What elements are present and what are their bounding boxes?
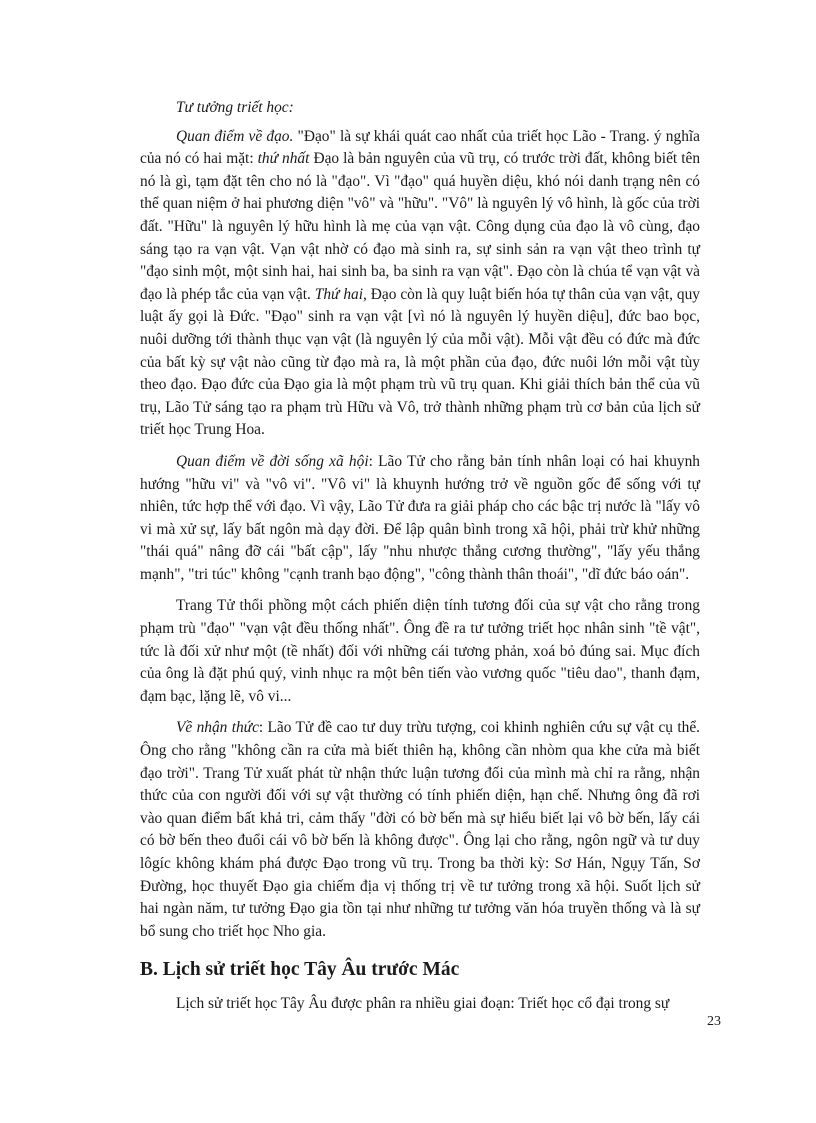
paragraph-text: : Lão Tử cho rằng bản tính nhân loại có hai khuynh hướng "hữu vi" và "vô vi". "Vô vi" là khuynh hướng trở về nguồn gốc để sống với tự nhiên, tức hợp thể với đạo. Vì vậy, Lão Tử đưa ra giải pháp cho các bậc trị nước là "lấy vô vi mà xử sự, lấy bất ngôn mà dạy đời. Để lập quân bình trong xã hội, phải trừ khử những "thái quá" nâng đỡ cái "bất cập", lấy "nhu nhược thắng cương thường", "lấy yếu thắng mạnh", "tri túc" không "cạnh tranh bạo động", "công thành thân thoái", "dĩ đức báo oán". [140,452,700,583]
page-content [140,97,700,1025]
paragraph-western-history: Lịch sử triết học Tây Âu được phân ra nhiều giai đoạn: Triết học cổ đại trong sự [176,995,670,1013]
paragraph-text: , Đạo còn là quy luật biến hóa tự thân của vạn vật, quy luật ấy gọi là Đức. "Đạo" sinh ra vạn vật [vì nó là nguyên lý huyền diệu], đức bao bọc, nuôi dưỡng tới thành thục vạn vật (là nguyên lý của mỗi vật). Mỗi vật đều có đức mà đức của bất kỳ sự vật nào cũng từ đạo mà ra, là một phần của đạo, đức nuôi lớn mỗi vật tùy theo đạo. Đạo đức của Đạo gia là một phạm trù vũ trụ quan. Khi giải thích bản thể của vũ trụ, Lão Tử sáng tạo ra phạm trù Hữu và Vô, trở thành những phạm trù cơ bản của lịch sử triết học Trung Hoa. [140,285,700,439]
page-number: 23 [707,1014,721,1029]
paragraph-text: "Đạo" là sự khái quát cao nhất của triết học Lão - Trang. ý nghĩa của nó có hai mặt: [140,127,700,168]
emphasis-first: thứ nhất [257,150,310,168]
paragraph-lead: Về nhận thức [176,719,259,737]
paragraph-cognition [140,717,700,943]
section-heading-b: B. Lịch sử triết học Tây Âu trước Mác [140,959,460,981]
emphasis-second: Thứ hai [314,285,364,303]
section-subheading: Tư tưởng triết học: [176,99,294,116]
paragraph-text: : Lão Tử đề cao tư duy trừu tượng, coi khinh nghiên cứu sự vật cụ thể. Ông cho rằng "không cần ra cửa mà biết thiên hạ, không cần nhòm qua khe cửa mà biết đạo trời". Trang Tử xuất phát từ nhận thức luận tương đối của mình mà chỉ ra rằng, nhận thức của con người đối với sự vật thường có tính phiến diện, hạn chế. Nhưng ông đã rơi vào quan điểm bất khả tri, cảm thấy "đời có bờ bến mà sự hiểu biết lại vô bờ bến, lấy cái có bờ bến theo đuổi cái vô bờ bến là không được". Ông lại cho rằng, ngôn ngữ và tư duy lôgíc không khám phá được Đạo trong vũ trụ. Trong ba thời kỳ: Sơ Hán, Ngụy Tấn, Sơ Đường, học thuyết Đạo gia chiếm địa vị thống trị về tư tưởng trong xã hội. Suốt lịch sử hai ngàn năm, tư tưởng Đạo gia tồn tại như những tư tưởng văn hóa truyền thống và là sự bổ sung cho triết học Nho gia. [140,719,700,940]
paragraph-dao [140,126,700,442]
paragraph-trang-tu: Trang Tử thổi phồng một cách phiến diện tính tương đối của sự vật cho rằng trong phạm trù "đạo" "vạn vật đều thống nhất". Ông đề ra tư tưởng triết học nhân sinh "tề vật", tức là đối xử như một (tề nhất) đối với những cái tương phản, xoá bỏ đúng sai. Mục đích của ông là đặt phú quý, vinh nhục ra một bên tiến vào vương quốc "tiêu dao", thanh đạm, đạm bạc, lặng lẽ, vô vi... [140,597,700,705]
paragraph-text: Đạo là bản nguyên của vũ trụ, có trước trời đất, không biết tên nó là gì, tạm đặt tên cho nó là "đạo". Vì "đạo" quá huyền diệu, khó nói danh trạng nên có thể quan niệm ở hai phương diện "vô" và "hữu". "Vô" là nguyên lý vô hình, là gốc của trời đất. "Hữu" là nguyên lý hữu hình là mẹ của vạn vật. Công dụng của đạo là vô cùng, đạo sáng tạo ra vạn vật. Vạn vật nhờ có đạo mà sinh ra, sự sinh sản ra vạn vật theo trình tự "đạo sinh một, một sinh hai, hai sinh ba, ba sinh ra vạn vật". Đạo còn là chúa tể vạn vật và đạo là phép tắc của vạn vật. [140,150,701,303]
paragraph-lead: Quan điểm về đạo. [176,127,294,145]
paragraph-social-life [140,451,700,587]
paragraph-lead: Quan điểm về đời sống xã hội [176,452,369,470]
